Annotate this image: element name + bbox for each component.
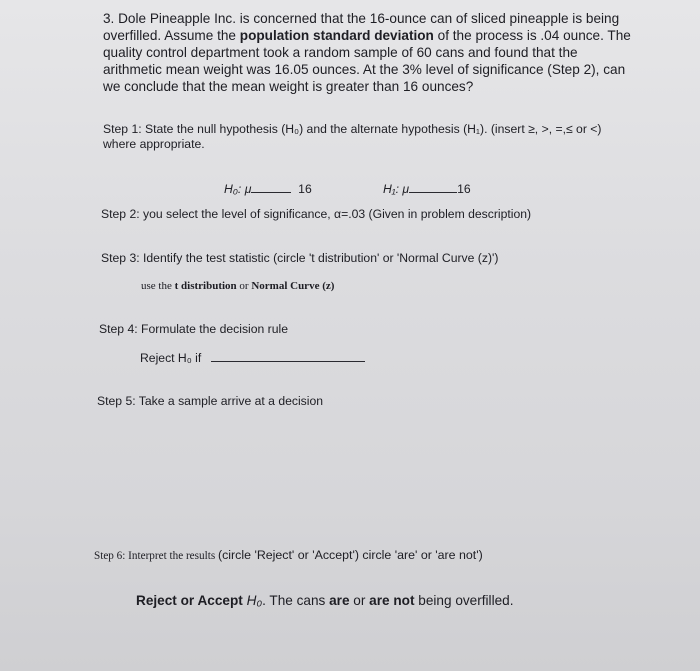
conclusion-sentence — [136, 593, 514, 608]
conclusion-end: being overfilled. — [414, 593, 514, 608]
are-not-choice[interactable]: are not — [369, 593, 415, 608]
problem-line-5: we conclude that the mean weight is greater than 16 ounces? — [103, 79, 474, 94]
problem-line-2 — [103, 27, 693, 44]
problem-line-1: 3. Dole Pineapple Inc. is concerned that the 16-ounce can of sliced pineapple is being — [103, 11, 620, 26]
problem-line-3: quality control department took a random sample of 60 cans and found that the — [103, 45, 578, 60]
conclusion-or: or — [349, 593, 370, 608]
step2-text: Step 2: you select the level of significance, α=.03 (Given in problem description) — [101, 207, 532, 221]
problem-line-4: arithmetic mean weight was 16.05 ounces. At the 3% level of significance (Step 2), can — [103, 62, 626, 77]
problem-line-2-start: overfilled. Assume the — [103, 28, 240, 43]
reject-label: Reject H₀ if — [140, 351, 202, 365]
h0-value: 16 — [298, 182, 312, 196]
alternate-hypothesis — [383, 182, 471, 196]
step1-instruction-cont: where appropriate. — [103, 137, 205, 151]
problem-line-2-end: of the process is .04 ounce. The — [433, 28, 631, 43]
step3-hint — [141, 280, 334, 292]
reject-or-accept-choice[interactable]: Reject or Accept — [136, 593, 247, 608]
t-distribution-option[interactable]: t distribution — [174, 280, 237, 292]
decision-rule — [140, 351, 365, 365]
step1-instruction: Step 1: State the null hypothesis (H₀) and the alternate hypothesis (H₁). (insert ≥, >, =,≤ or <) — [103, 122, 602, 136]
step3-hint-or: or — [236, 280, 252, 292]
step5-text: Step 5: Take a sample arrive at a decision — [97, 394, 324, 408]
h0-label: H₀: μ — [224, 182, 252, 196]
step3-text: Step 3: Identify the test statistic (circle 't distribution' or 'Normal Curve (z)') — [101, 251, 499, 265]
step6-text — [94, 548, 483, 562]
population-std-dev-term: population standard deviation — [239, 28, 434, 43]
problem-statement — [103, 10, 693, 95]
step4-text: Step 4: Formulate the decision rule — [99, 322, 289, 336]
are-choice[interactable]: are — [329, 593, 350, 608]
conclusion-h0: H₀ — [246, 593, 263, 608]
step3-hint-prefix: use the — [141, 280, 175, 292]
h0-blank[interactable] — [251, 191, 291, 193]
normal-curve-option[interactable]: Normal Curve (z) — [251, 280, 335, 292]
h1-blank[interactable] — [409, 191, 457, 193]
h1-value: 16 — [457, 182, 471, 196]
h1-label: H₁: μ — [383, 182, 410, 196]
null-hypothesis — [224, 182, 312, 196]
step6-prefix: Step 6: Interpret the results — [94, 550, 218, 562]
decision-rule-blank[interactable] — [211, 360, 365, 362]
conclusion-mid: . The cans — [262, 593, 330, 608]
step6-instruction: (circle 'Reject' or 'Accept') circle 'are' or 'are not') — [217, 548, 483, 562]
